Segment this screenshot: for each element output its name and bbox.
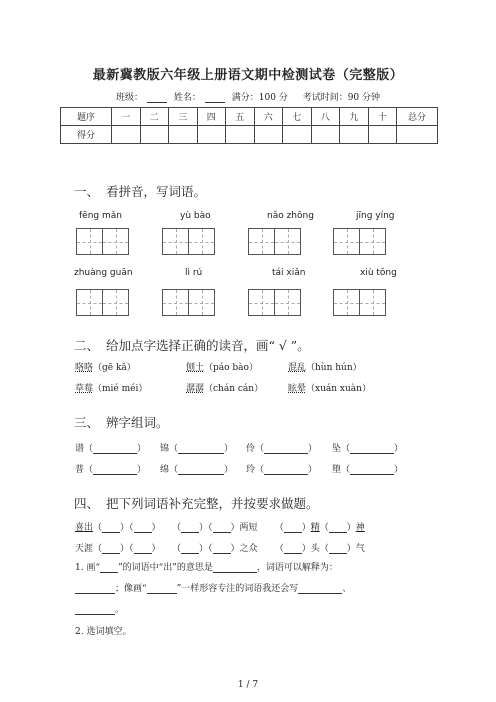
- word-item[interactable]: 谱（ ）: [75, 444, 147, 454]
- page-title: 最新冀教版六年级上册语文期中检测试卷（完整版）: [92, 68, 404, 83]
- section-3-heading: [74, 413, 169, 431]
- score-row-label: 得分: [61, 126, 112, 144]
- section-title: 给加点字选择正确的读音，画“ √ ”。: [106, 338, 310, 353]
- section-title: 把下列词语补充完整，并按要求做题。: [106, 496, 319, 511]
- section-number: 四、: [74, 496, 100, 511]
- score-cell[interactable]: [283, 126, 312, 144]
- header-cell: 三: [169, 108, 198, 126]
- pinyin: lì rú: [185, 268, 203, 278]
- word-item[interactable]: 普（ ）: [75, 465, 147, 475]
- score-cell[interactable]: [368, 126, 397, 144]
- score-cell[interactable]: [140, 126, 169, 144]
- section-number: 二、: [74, 338, 100, 353]
- header-cell: 二: [140, 108, 169, 126]
- word-item[interactable]: 玲（ ）: [246, 465, 318, 475]
- idiom-row[interactable]: 天涯（ ）（ ） （ ）（ ）之众 （ ）头（ ）气: [75, 544, 365, 554]
- writing-grid[interactable]: [162, 289, 215, 316]
- header-cell: 六: [254, 108, 283, 126]
- header-cell: 八: [311, 108, 340, 126]
- writing-grid[interactable]: [76, 289, 129, 316]
- header-cell: 一: [112, 108, 141, 126]
- section-2-heading: [74, 336, 310, 354]
- class-label: 班级：: [115, 93, 143, 103]
- word-item[interactable]: 锦（ ）: [160, 444, 234, 454]
- score-cell[interactable]: [226, 126, 255, 144]
- section-title: 看拼音，写词语。: [106, 184, 207, 199]
- exam-time: 考试时间：90 分钟: [302, 93, 381, 103]
- question-1-line-3[interactable]: 。: [75, 602, 124, 615]
- writing-grid[interactable]: [162, 228, 215, 255]
- pinyin: tái xiǎn: [272, 268, 306, 278]
- score-cell[interactable]: [197, 126, 226, 144]
- score-cell[interactable]: [311, 126, 340, 144]
- score-cell[interactable]: [340, 126, 369, 144]
- word-item[interactable]: 堕（ ）: [332, 465, 404, 475]
- word-item[interactable]: 伶（ ）: [246, 444, 318, 454]
- question-1-line-2[interactable]: ；像画“ ”一样形容专注的词语我还会写 、: [75, 581, 351, 594]
- writing-grid[interactable]: [333, 228, 386, 255]
- word-item[interactable]: 绵（ ）: [160, 465, 234, 475]
- pinyin: nǎo zhōng: [267, 211, 314, 221]
- writing-grid[interactable]: [248, 289, 301, 316]
- section-4-heading: [74, 494, 319, 512]
- reading-item[interactable]: 刨土（páo bào）: [186, 363, 258, 373]
- score-table-score-row: [61, 126, 438, 144]
- header-cell: 五: [226, 108, 255, 126]
- section-1-heading: [74, 182, 206, 200]
- writing-grid[interactable]: [333, 289, 386, 316]
- question-2: 2. 选词填空。: [75, 627, 132, 637]
- header-cell: 十: [368, 108, 397, 126]
- pinyin: jīng yíng: [356, 211, 395, 221]
- question-1-line-1[interactable]: 1. 画“ ”的词语中“出”的意思是 ，词语可以解释为：: [75, 563, 338, 573]
- name-blank[interactable]: [205, 93, 225, 103]
- reading-item[interactable]: 潺潺（chán cán）: [186, 384, 264, 394]
- pinyin: yù bào: [180, 211, 211, 221]
- idiom-row[interactable]: 喜出（ ）（ ） （ ）（ ）两短 （ ）精（ ）神: [75, 523, 365, 533]
- exam-meta: [0, 90, 496, 103]
- writing-grid[interactable]: [76, 228, 129, 255]
- score-cell[interactable]: [169, 126, 198, 144]
- header-cell: 九: [340, 108, 369, 126]
- header-cell: 总分: [397, 108, 438, 126]
- pinyin: xiù tǒng: [360, 268, 397, 278]
- score-table: [60, 107, 438, 144]
- header-cell: 七: [283, 108, 312, 126]
- name-label: 姓名：: [173, 93, 201, 103]
- section-title: 辨字组词。: [106, 415, 169, 430]
- score-cell[interactable]: [254, 126, 283, 144]
- class-blank[interactable]: [147, 93, 167, 103]
- pinyin: fēng mǎn: [79, 211, 122, 221]
- word-item[interactable]: 坠（ ）: [332, 444, 404, 454]
- score-table-header-row: [61, 108, 438, 126]
- header-cell: 题序: [61, 108, 112, 126]
- header-cell: 四: [197, 108, 226, 126]
- full-score: 满分：100 分: [231, 93, 288, 103]
- reading-item[interactable]: 混乱（hùn hún）: [288, 363, 362, 373]
- reading-item[interactable]: 草莓（mié méi）: [75, 384, 148, 394]
- score-cell[interactable]: [112, 126, 141, 144]
- reading-item[interactable]: 咯咯（gē kǎ）: [75, 363, 136, 373]
- writing-grid[interactable]: [248, 228, 301, 255]
- section-number: 三、: [74, 415, 100, 430]
- page-number: 1 / 7: [237, 680, 259, 690]
- pinyin: zhuàng guān: [74, 268, 133, 278]
- section-number: 一、: [74, 184, 100, 199]
- reading-item[interactable]: 眩晕（xuán xuàn）: [288, 384, 371, 394]
- score-cell[interactable]: [397, 126, 438, 144]
